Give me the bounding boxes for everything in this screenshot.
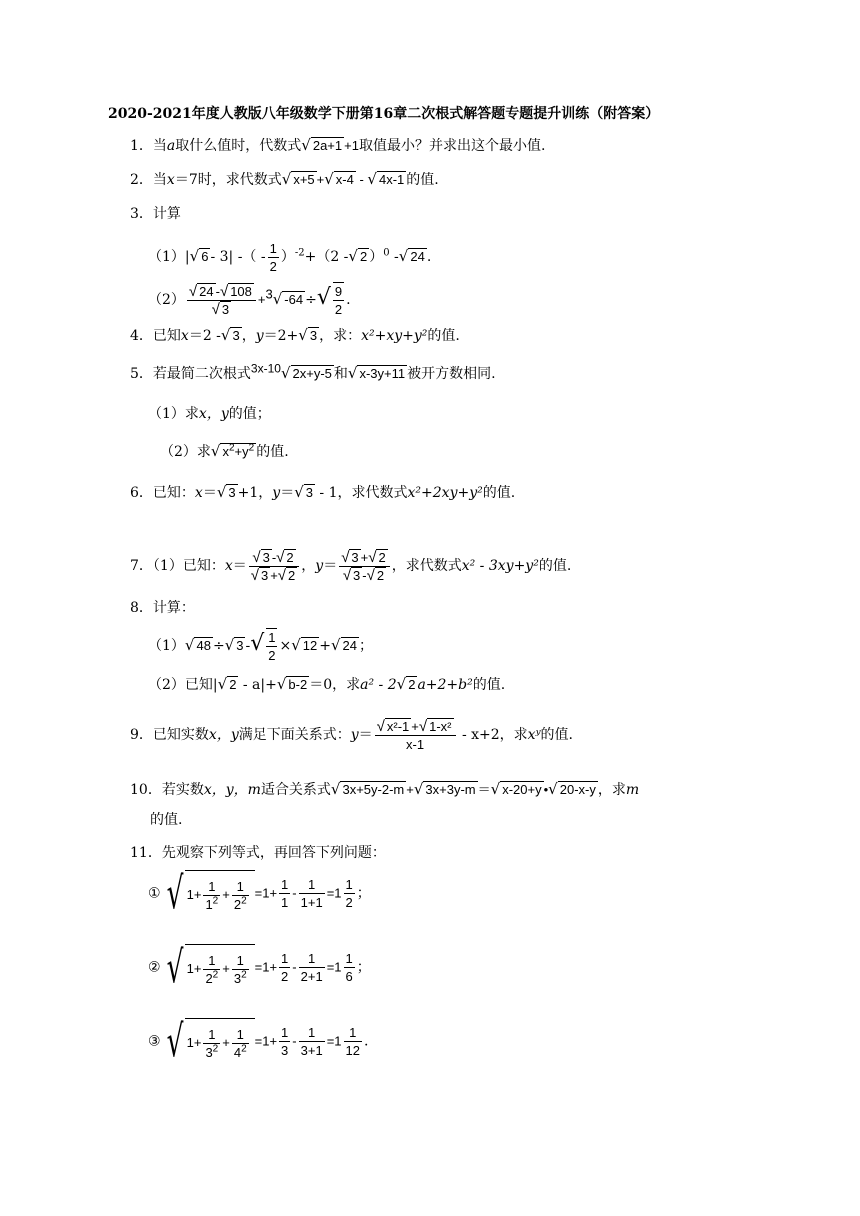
q10-radical-4: 20-x-y	[559, 782, 596, 797]
question-4: 4．已知x＝2 -√ 3 ，y＝2+√ 3 ，求：x²+xy+y²的值.	[130, 326, 460, 344]
q11-result-frac-den: 2	[345, 895, 353, 910]
q5-text: 5．若最简二次根式	[130, 366, 251, 382]
q11-frac-c-den: 3	[281, 1043, 289, 1058]
question-7	[130, 544, 571, 588]
q5-text-post: 被开方数相同.	[407, 366, 496, 382]
q11-result-frac-num: 1	[345, 877, 353, 892]
q3p2-label: （2）	[148, 292, 185, 308]
q4-radical-x: 3	[232, 328, 240, 343]
q10-radical-1: 3x+5y-2-m	[342, 782, 405, 797]
q7-eq-2: ＝	[323, 558, 338, 574]
q6-expression: x²+2xy+y²	[407, 485, 483, 501]
q2-radical-3: 4x-1	[378, 172, 405, 187]
q4-text-post: 的值.	[427, 328, 460, 344]
q9-text-post: 的值.	[540, 727, 573, 743]
q2-text-post: 的值.	[406, 172, 439, 188]
q9-num-radical-2: 1-x²	[429, 718, 452, 734]
q8p1-plus: +	[319, 638, 331, 654]
q11-frac-b-num: 1	[232, 1026, 249, 1044]
question-8-part-2: （2）已知|√ 2 - a|+√ b-2 ＝0，求a² - 2√ 2 a+2+b²的值.	[148, 675, 506, 693]
q2-text-mid: ＝7时，求代数式	[174, 172, 282, 188]
q11-sqrt-sign: √	[166, 867, 183, 919]
q11-plus: +	[222, 1035, 230, 1050]
q11-one-plus: 1+	[186, 887, 202, 902]
q5-and: 和	[333, 366, 348, 382]
q7-text-post: 的值.	[538, 558, 572, 574]
q11-frac-d	[299, 1024, 325, 1059]
q6-y-minus: - 1，求代数式	[314, 485, 408, 501]
q8p2-expression-1: a² - 2	[360, 677, 397, 693]
q8p2-radical-2: b-2	[288, 677, 308, 692]
q11-result-int: =1	[326, 1033, 342, 1049]
q11-result-frac	[344, 950, 355, 985]
q7-yn-b: 2	[378, 549, 386, 565]
q11-one-plus: 1+	[186, 1035, 202, 1050]
q11-frac-d-num: 1	[299, 950, 325, 968]
q4-expression: x²+xy+y²	[361, 328, 428, 344]
q11-row	[148, 941, 371, 993]
q11-frac-a-num: 1	[203, 878, 220, 896]
q7-eq: ＝	[232, 558, 247, 574]
q3p1-radical-3: 24	[410, 249, 425, 264]
q9-text: 9．已知实数	[130, 727, 209, 743]
q5p1-vars: x，y	[198, 406, 229, 422]
q5-root-index: 3x-10	[250, 361, 281, 376]
q11-frac-a-den: $1^2$	[205, 895, 219, 913]
q3p1-text-3: +（2 -	[304, 249, 349, 265]
q3p2-num-radical-2: 108	[230, 283, 252, 299]
q9-denominator: x-1	[406, 736, 425, 752]
q10-radical-3: x-20+y	[502, 782, 542, 797]
q11-frac-d-den: 3+1	[300, 1043, 323, 1058]
q6-y: y	[272, 485, 281, 501]
q8p1-divide: ÷	[212, 638, 225, 654]
question-10-continued: 的值.	[150, 812, 183, 828]
question-6: 6．已知：x＝√ 3 +1，y＝√ 3 - 1，求代数式x²+2xy+y²的值.	[130, 483, 516, 501]
q4-y: y	[255, 328, 264, 344]
q9-eq: ＝	[358, 727, 373, 743]
q3p1-text-1: - 3| -（ -	[210, 249, 266, 265]
q6-x-eq: ＝	[202, 485, 217, 501]
q2-var: x	[166, 172, 175, 188]
q11-row-end: ；	[356, 959, 371, 976]
q6-y-eq: ＝	[280, 485, 295, 501]
q7-xd-a: 3	[260, 567, 269, 583]
q3p2-sqrt-num: 9	[334, 284, 343, 299]
q6-radical-x: 3	[228, 485, 236, 500]
q8p2-text-1: - a|+	[238, 677, 277, 693]
q1-text: 1．当	[130, 138, 167, 154]
q11-frac-a	[203, 952, 220, 987]
q5p2-radical: $x^2+y^2$	[222, 442, 255, 459]
question-11-heading: 11．先观察下列等式，再回答下列问题：	[130, 845, 386, 861]
q11-frac-c	[279, 950, 290, 985]
q10-m: m	[625, 782, 640, 798]
q10-text-mid: 适合关系式	[260, 782, 331, 798]
q4-sep: ，	[241, 328, 256, 344]
q11-sqrt-sign: √	[166, 1015, 183, 1067]
q8p1-label: （1）	[148, 638, 185, 654]
q9-num-radical-1: x²-1	[386, 718, 410, 734]
q10-radical-2: 3x+3y-m	[425, 782, 476, 797]
q11-frac-b-exp: 2	[241, 895, 247, 907]
q10-plus: +	[406, 782, 414, 797]
q7-yn-a: 3	[351, 549, 359, 565]
q7-xd-b: 2	[288, 567, 296, 583]
q5p1-text: （1）求	[148, 406, 199, 422]
q7-yd-a: 3	[353, 567, 361, 583]
q3p2-root-index: 3	[265, 286, 273, 302]
q9-vars: x，y	[208, 727, 239, 743]
q11-frac-d-num: 1	[299, 1024, 325, 1042]
q3p1-exponent-2: 0	[383, 247, 390, 259]
question-9	[130, 712, 573, 758]
q11-result-frac	[344, 1024, 362, 1059]
q9-tail: - x+2，求	[457, 727, 528, 743]
q6-text: 6．已知：	[130, 485, 195, 501]
q1-var: a	[166, 138, 176, 154]
q11-frac-a-den: $2^2$	[205, 969, 219, 987]
q11-plus: +	[222, 961, 230, 976]
q7-xn-b: 2	[286, 549, 294, 565]
q3p2-sqrt-fraction	[333, 282, 344, 318]
q1-radical: 2a+1	[312, 138, 343, 153]
q11-frac-d	[299, 876, 325, 911]
q5-radical-1: 2x+y-5	[292, 366, 332, 381]
q10-eq: ＝	[477, 782, 491, 797]
q3p2-plus: +	[257, 292, 266, 307]
q5p2-x: x	[222, 444, 229, 459]
q3p2-num-radical-1: 24	[199, 283, 214, 299]
q11-frac-c-num: 1	[281, 1025, 289, 1040]
q11-result-frac	[344, 876, 355, 911]
q3p1-fraction	[268, 240, 279, 275]
q8p1-radical-1: 48	[196, 638, 211, 653]
q8p2-radical-3: 2	[408, 677, 416, 692]
q11-frac-a-exp: 2	[212, 969, 219, 981]
q3p2-den-radical: 3	[221, 301, 230, 317]
q11-frac-b	[232, 878, 249, 913]
q11-frac-c-den: 1	[281, 895, 289, 910]
q10-dot: •	[543, 782, 549, 797]
q2-text: 2．当	[130, 172, 167, 188]
q4-y-value: ＝2+	[263, 328, 299, 344]
q4-x-value: ＝2 -	[188, 328, 221, 344]
q11-one-plus: 1+	[186, 961, 202, 976]
q11-result-int: =1	[326, 959, 342, 975]
q9-text-mid: 满足下面关系式：	[238, 727, 351, 743]
q11-frac-b-den: $3^2$	[233, 969, 247, 987]
question-10: 10．若实数x，y，m适合关系式√ 3x+5y-2-m +√ 3x+3y-m ＝√ x-20+y •√ 20-x-y ，求m	[130, 780, 640, 798]
q4-text-mid: ，求：	[319, 328, 362, 344]
question-8-heading: 8．计算：	[130, 600, 195, 616]
q4-text: 4．已知	[130, 328, 181, 344]
q11-frac-c	[279, 1024, 290, 1059]
q11-frac-b-num: 1	[232, 952, 249, 970]
q7-x-fraction: $\frac{√ 3 -√ 2}{√ 3 +√ 2}$	[249, 549, 300, 584]
q11-frac-d-num: 1	[299, 876, 325, 894]
q8p1-radical-2: 3	[236, 638, 244, 653]
q8p2-label: （2）已知|	[148, 677, 218, 693]
q11-frac-a-num: 1	[203, 952, 220, 970]
q11-row	[148, 1015, 369, 1067]
q11-result-frac-den: 6	[345, 969, 353, 984]
q3p1-exponent: -2	[294, 247, 305, 259]
q4-x: x	[180, 328, 189, 344]
q9-y: y	[350, 727, 359, 743]
q8p2-text-2: ＝0，求	[309, 677, 361, 693]
q11-frac-a-exp: 2	[212, 895, 219, 907]
q5p2-y: +y	[234, 444, 249, 459]
q11-frac-c-num: 1	[281, 877, 289, 892]
q7-text: 7．（1）已知：	[130, 558, 225, 574]
q7-y: y	[315, 558, 324, 574]
q4-radical-y: 3	[309, 328, 318, 343]
document-title: 2020-2021年度人教版八年级数学下册第16章二次根式解答题专题提升训练（附答案）	[108, 106, 660, 122]
question-3-part-2: （2） $\frac{√ 24 -√ 108}{√ 3}$ +$^3$√ -64 ÷√ $\frac{9}{2}$ .	[148, 282, 351, 318]
q3p2-fraction: $\frac{√ 24 -√ 108}{√ 3}$	[187, 283, 256, 318]
q3p1-label: （1）	[148, 249, 185, 265]
q11-row-end: .	[363, 1033, 369, 1050]
q8p2-expression-2: a+2+b²	[417, 677, 473, 693]
q3p1-end: .	[426, 249, 432, 265]
q3p1-text-5: -	[389, 249, 399, 265]
q8p1-den: 2	[268, 648, 276, 663]
q3p2-sqrt-den: 2	[334, 302, 343, 317]
q3p1-numerator: 1	[269, 240, 277, 256]
q5p2-text: （2）求	[160, 444, 211, 460]
q8p2-text-post: 的值.	[472, 677, 506, 693]
q11-frac-d-den: 2+1	[300, 969, 323, 984]
q11-minus: -	[292, 959, 297, 975]
question-3-heading: 3．计算	[130, 206, 181, 222]
q11-frac-b-den: $4^2$	[233, 1043, 247, 1061]
q7-sep: ，	[301, 558, 316, 574]
q11-radicand	[185, 870, 255, 917]
q11-frac-d-den: 1+1	[300, 895, 323, 910]
q11-sqrt-sign: √	[166, 941, 183, 993]
q7-text-mid: ，求代数式	[391, 558, 462, 574]
q11-frac-b-den: $2^2$	[233, 895, 247, 913]
q11-frac-a-num: 1	[203, 1026, 220, 1044]
q11-equals-one-plus: =1+	[254, 885, 278, 901]
q6-radical-y: 3	[305, 485, 313, 500]
q7-y-fraction: $\frac{√ 3 +√ 2}{√ 3 -√ 2}$	[339, 549, 390, 584]
q10-text: 10．若实数	[130, 782, 204, 798]
q11-frac-c-num: 1	[281, 951, 289, 966]
q11-minus: -	[292, 885, 297, 901]
q11-radicand	[185, 944, 255, 991]
q11-row-mark: ①	[148, 885, 161, 902]
question-8-part-1: （1）√ 48 ÷√ 3 -√ $\frac{1}{2}$ ×√ 12 +√ 24 ；	[148, 630, 374, 663]
q3p2-divide: ÷	[305, 292, 317, 308]
q1-text-post: 取值最小？并求出这个最小值.	[358, 138, 546, 154]
q11-equals-one-plus: =1+	[254, 959, 278, 975]
q11-result-int: =1	[326, 885, 342, 901]
q10-text-post: ，求	[597, 782, 626, 798]
q11-equals-one-plus: =1+	[254, 1033, 278, 1049]
q11-frac-b-exp: 2	[241, 969, 247, 981]
q11-frac-b-exp: 2	[241, 1043, 247, 1055]
q8p1-sqrt-fraction	[266, 628, 277, 664]
q7-expression: x² - 3xy+y²	[461, 558, 539, 574]
q11-result-frac-num: 1	[345, 951, 353, 966]
q11-frac-b	[232, 952, 249, 987]
q11-minus: -	[292, 1033, 297, 1049]
q6-text-post: 的值.	[482, 485, 516, 501]
q11-frac-c	[279, 876, 290, 911]
q11-row-mark: ②	[148, 959, 161, 976]
q11-frac-a	[203, 1026, 220, 1061]
q1-text-mid: 取什么值时，代数式	[175, 138, 302, 154]
q11-radicand	[185, 1018, 255, 1065]
q10-vars: x，y，m	[203, 782, 261, 798]
question-3-part-1: （1）|√ 6 - 3| -（ - $\frac{1}{2}$ ）$^{-2}$+（2 -√ 2 ）$^0$ -√ 24 .	[148, 240, 432, 274]
q11-row	[148, 867, 371, 919]
q11-plus: +	[222, 887, 230, 902]
q3p1-radical-1: 6	[201, 249, 209, 264]
q2-radical-1: x+5	[293, 172, 315, 187]
q8p2-radical-1: 2	[229, 677, 237, 692]
q9-expression: xʸ	[527, 727, 541, 743]
q7-yd-b: 2	[376, 567, 385, 583]
q11-frac-b-num: 1	[232, 878, 249, 896]
q6-x-plus: +1，	[237, 485, 273, 501]
q8p1-num: 1	[268, 630, 276, 645]
q9-fraction: $\frac{\text{√ x²-1 +√ 1-x²}}{x-1}$	[375, 718, 456, 753]
q11-row-mark: ③	[148, 1033, 161, 1050]
q8p1-times: ×	[279, 638, 292, 654]
q3p1-text-2: ）	[280, 249, 295, 265]
q8p1-minus: -	[245, 638, 251, 654]
q11-row-end: ；	[356, 885, 371, 902]
q8p1-radical-4: 24	[342, 638, 358, 653]
question-5-part-2: （2）求√ $x^2+y^2$ 的值.	[160, 442, 289, 460]
q5p1-end: 的值；	[228, 406, 271, 422]
q5p2-end: 的值.	[256, 444, 289, 460]
q11-frac-c-den: 2	[281, 969, 289, 984]
q3p2-cube-radical: -64	[284, 292, 304, 307]
q5-radical-2: x-3y+11	[359, 366, 406, 381]
q11-frac-a	[203, 878, 220, 913]
q2-radical-2: x-4	[335, 172, 354, 187]
q7-x: x	[224, 558, 233, 574]
question-5: 5．若最简二次根式$^{3x-10}$√ 2x+y-5 和√ x-3y+11 被开方数相同.	[130, 361, 496, 382]
question-2: 2．当x＝7时，求代数式√ x+5 +√ x-4 - √ 4x-1 的值.	[130, 170, 439, 188]
q1-plus-one: +1	[344, 138, 359, 153]
question-1: 1．当a取什么值时，代数式√ 2a+1 +1取值最小？并求出这个最小值.	[130, 136, 546, 154]
q3p2-end: .	[346, 292, 351, 308]
q11-frac-a-exp: 2	[212, 1043, 219, 1055]
q11-result-frac-den: 12	[345, 1043, 360, 1058]
q11-frac-a-den: $3^2$	[205, 1043, 219, 1061]
q6-x: x	[194, 485, 203, 501]
q7-xn-a: 3	[262, 549, 270, 565]
q11-frac-d	[299, 950, 325, 985]
q3p1-text-4: ）	[369, 249, 384, 265]
q8p1-radical-3: 12	[302, 638, 318, 653]
q11-result-frac-num: 1	[344, 1024, 362, 1042]
q3p1-denominator: 2	[269, 258, 277, 274]
q3p1-radical-2: 2	[359, 249, 368, 264]
q8p1-end: ；	[359, 638, 374, 654]
q11-frac-b	[232, 1026, 249, 1061]
question-5-part-1	[148, 404, 271, 424]
